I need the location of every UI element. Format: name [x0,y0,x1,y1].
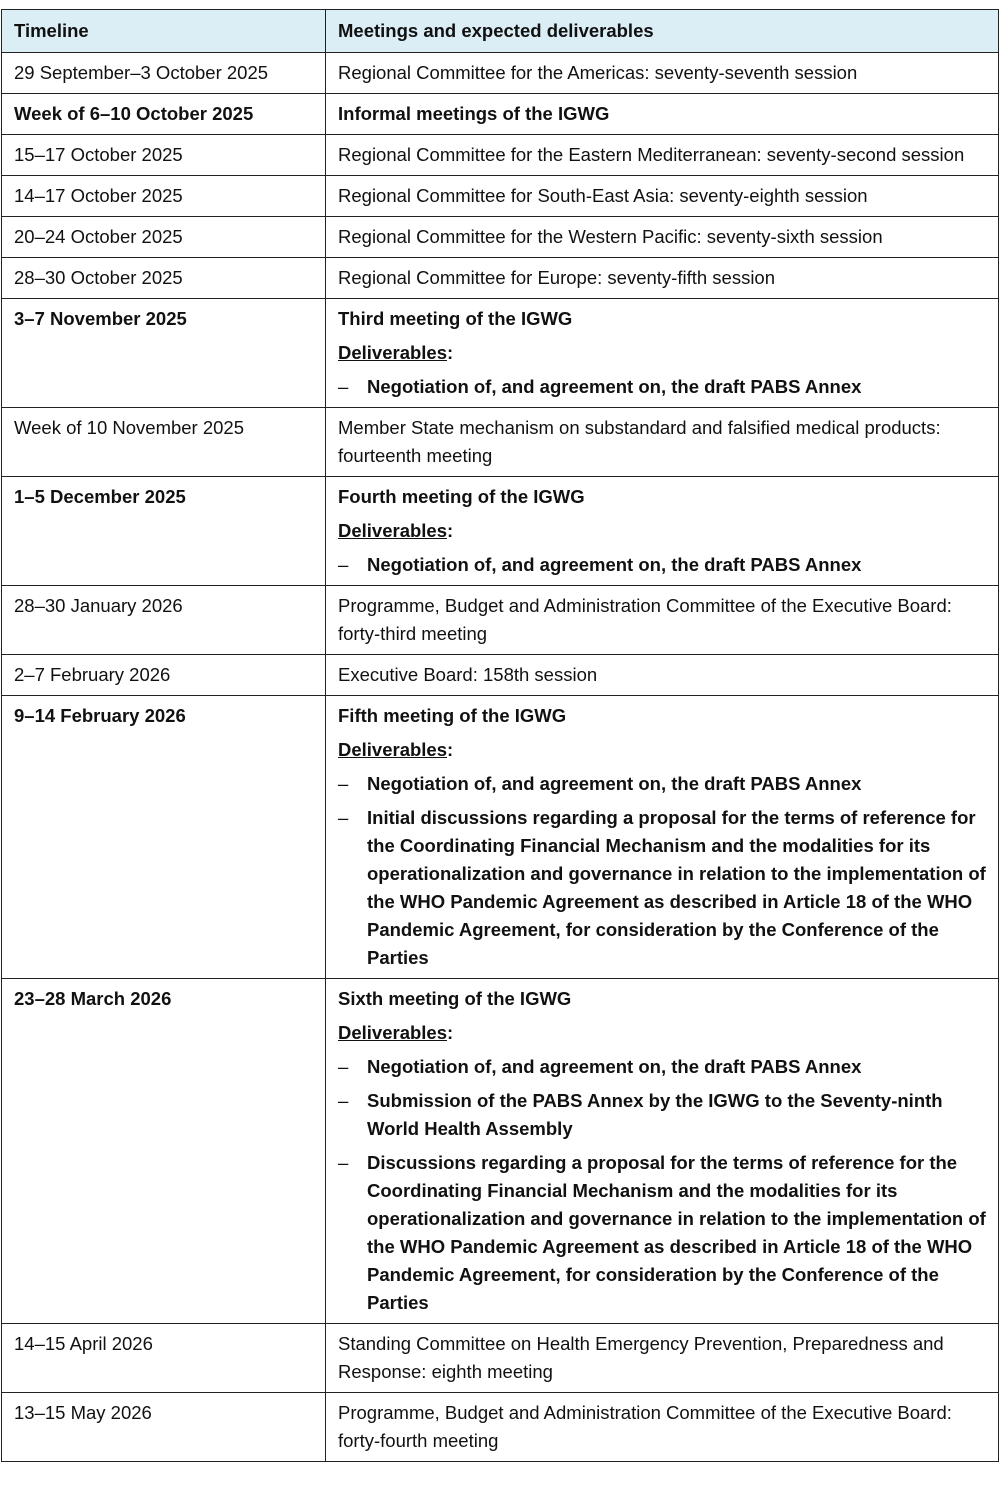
deliverables-label: Deliverables [338,739,448,760]
deliverable-item [338,551,988,579]
meeting-cell [326,1324,999,1393]
meeting-cell [326,217,999,258]
timeline-cell: 14–15 April 2026 [2,1324,326,1393]
timeline-column-header: Timeline [2,10,326,53]
meeting-cell [326,979,999,1324]
meeting-cell [326,408,999,477]
meeting-cell [326,696,999,979]
deliverables-label: Deliverables [338,520,448,541]
table-row [2,408,999,477]
meetings-column-header: Meetings and expected deliverables [326,10,999,53]
deliverable-item [338,373,988,401]
table-row [2,696,999,979]
meeting-title: Regional Committee for South-East Asia: seventy-eighth session [338,185,868,206]
meeting-title: Fourth meeting of the IGWG [338,486,585,507]
dash-bullet-icon: – [338,1152,349,1173]
timeline-cell: 15–17 October 2025 [2,135,326,176]
meeting-title: Executive Board: 158th session [338,664,598,685]
deliverable-text: Negotiation of, and agreement on, the draft PABS Annex [367,773,862,794]
deliverable-text: Discussions regarding a proposal for the terms of reference for the Coordinating Financial Mechanism and the modalities for its operationalization and governance in relation to the implementation of the WHO Pandemic Agreement as described in Article 18 of the WHO Pandemic Agreement, for consideration by the Conference of the Parties [367,1152,986,1313]
timeline-cell: 9–14 February 2026 [2,696,326,979]
deliverable-item [338,1053,988,1081]
deliverable-text: Negotiation of, and agreement on, the draft PABS Annex [367,376,862,397]
meeting-title: Regional Committee for Europe: seventy-fifth session [338,267,776,288]
meeting-title: Sixth meeting of the IGWG [338,988,572,1009]
meeting-cell [326,477,999,586]
deliverables-heading [338,736,988,764]
timeline-cell: Week of 10 November 2025 [2,408,326,477]
timeline-cell: 1–5 December 2025 [2,477,326,586]
deliverables-colon: : [447,342,454,363]
deliverables-colon: : [447,520,454,541]
table-header-row [2,10,999,53]
meeting-cell [326,1393,999,1462]
meeting-cell [326,94,999,135]
meeting-cell [326,586,999,655]
table-row [2,299,999,408]
meeting-cell [326,655,999,696]
meeting-title: Programme, Budget and Administration Committee of the Executive Board: forty-third meeting [338,595,952,644]
timeline-cell: 2–7 February 2026 [2,655,326,696]
deliverable-text: Submission of the PABS Annex by the IGWG to the Seventy-ninth World Health Assembly [367,1090,943,1139]
table-row [2,586,999,655]
deliverable-item [338,770,988,798]
deliverables-list [338,551,988,579]
table-row [2,979,999,1324]
meeting-title: Informal meetings of the IGWG [338,103,610,124]
timeline-cell: Week of 6–10 October 2025 [2,94,326,135]
meeting-title: Regional Committee for the Americas: seventy-seventh session [338,62,858,83]
table-row [2,53,999,94]
deliverables-list [338,1053,988,1317]
deliverable-item [338,1087,988,1143]
dash-bullet-icon: – [338,1090,349,1111]
deliverable-text: Negotiation of, and agreement on, the draft PABS Annex [367,554,862,575]
timeline-cell: 14–17 October 2025 [2,176,326,217]
meeting-title: Regional Committee for the Western Pacific: seventy-sixth session [338,226,883,247]
dash-bullet-icon: – [338,554,349,575]
deliverables-list [338,373,988,401]
deliverable-text: Negotiation of, and agreement on, the draft PABS Annex [367,1056,862,1077]
table-row [2,655,999,696]
deliverables-colon: : [447,1022,454,1043]
meeting-cell [326,135,999,176]
table-row [2,1393,999,1462]
meeting-cell [326,299,999,408]
meeting-title: Programme, Budget and Administration Committee of the Executive Board: forty-fourth meeting [338,1402,952,1451]
dash-bullet-icon: – [338,376,349,397]
deliverables-heading [338,517,988,545]
meeting-cell [326,53,999,94]
deliverable-item [338,804,988,972]
meeting-cell [326,258,999,299]
deliverable-text: Initial discussions regarding a proposal for the terms of reference for the Coordinating Financial Mechanism and the modalities for its operationalization and governance in relation to the implementation of the WHO Pandemic Agreement as described in Article 18 of the WHO Pandemic Agreement, for consideration by the Conference of the Parties [367,807,986,968]
table-row [2,94,999,135]
table-body [2,53,999,1462]
table-row [2,258,999,299]
deliverables-list [338,770,988,972]
deliverable-item [338,1149,988,1317]
meeting-title: Third meeting of the IGWG [338,308,573,329]
timeline-cell: 3–7 November 2025 [2,299,326,408]
timeline-cell: 28–30 October 2025 [2,258,326,299]
deliverables-label: Deliverables [338,342,448,363]
deliverables-heading [338,1019,988,1047]
timeline-cell: 20–24 October 2025 [2,217,326,258]
deliverables-label: Deliverables [338,1022,448,1043]
timeline-cell: 29 September–3 October 2025 [2,53,326,94]
dash-bullet-icon: – [338,1056,349,1077]
table-row [2,477,999,586]
meeting-title: Standing Committee on Health Emergency Prevention, Preparedness and Response: eighth meeting [338,1333,944,1382]
meeting-title: Regional Committee for the Eastern Mediterranean: seventy-second session [338,144,965,165]
meeting-title: Fifth meeting of the IGWG [338,705,567,726]
timeline-cell: 23–28 March 2026 [2,979,326,1324]
timeline-cell: 13–15 May 2026 [2,1393,326,1462]
table-row [2,176,999,217]
table-row [2,1324,999,1393]
meeting-cell [326,176,999,217]
deliverables-heading [338,339,988,367]
dash-bullet-icon: – [338,773,349,794]
table-row [2,135,999,176]
dash-bullet-icon: – [338,807,349,828]
deliverables-colon: : [447,739,454,760]
table-row [2,217,999,258]
timeline-table [1,9,999,1462]
timeline-cell: 28–30 January 2026 [2,586,326,655]
meeting-title: Member State mechanism on substandard and falsified medical products: fourteenth meeting [338,417,941,466]
